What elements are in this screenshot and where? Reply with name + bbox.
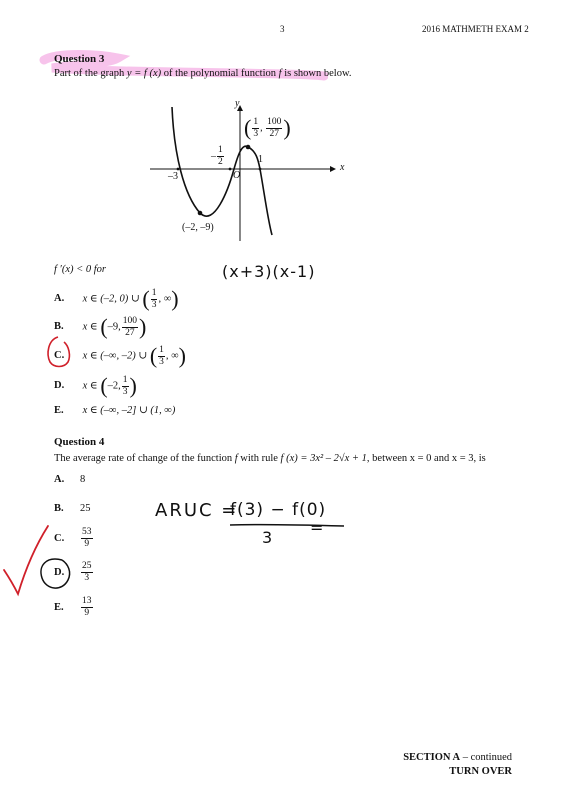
origin-label: O [233, 170, 241, 181]
root-point-right [259, 168, 262, 171]
red-check-mark [4, 526, 48, 594]
derivative-condition: f ′(x) < 0 for [54, 264, 106, 275]
footer-turn-over: TURN OVER [449, 766, 512, 777]
page-number: 3 [280, 24, 285, 34]
red-answer-circle [44, 334, 74, 370]
handwritten-fraction-bar [228, 522, 348, 528]
handwritten-numerator: f(3) − f(0) [230, 500, 327, 520]
q4-option-a[interactable]: A. 8 [54, 474, 86, 485]
handwritten-equals: = [310, 518, 324, 537]
handwritten-factorisation: (x+3)(x-1) [222, 262, 316, 281]
minimum-label: (–2, –9) [182, 222, 214, 233]
root-left-label: –3 [168, 171, 178, 182]
q3-option-e[interactable]: E. x ∈ (–∞, –2] ∪ (1, ∞) [54, 405, 176, 416]
question-4-text: The average rate of change of the function f with rule f (x) = 3x² – 2√x + 1, between x = 0 and x = 3, is [54, 453, 486, 464]
minimum-point [198, 211, 203, 216]
root-point-mid [229, 168, 232, 171]
handwritten-aruc: ARUC = [155, 500, 239, 521]
check-mark-and-circle [0, 518, 80, 598]
handwritten-denominator: 3 [262, 528, 273, 547]
y-axis-label: y [235, 98, 240, 109]
q4-option-b[interactable]: B. 25 [54, 503, 91, 514]
x-axis-arrow [330, 166, 336, 172]
question-3-intro: Part of the graph y = f (x) of the polynomial function f is shown below. [54, 68, 352, 79]
root-right-label: 1 [258, 154, 263, 165]
q4-option-e[interactable]: E. $\frac{13}{9}$ [54, 596, 92, 618]
q3-option-c[interactable]: C. x ∈ (–∞, –2) ∪ ( $\frac{1}{3}$ , ∞) [54, 343, 186, 368]
q4-option-d[interactable]: D. $\frac{25}{3}$ [54, 561, 92, 583]
q3-option-b[interactable]: B. x ∈ (–9, $\frac{100}{27}$ ) [54, 314, 147, 339]
q3-option-d[interactable]: D. x ∈ (–2, $\frac{1}{3}$ ) [54, 373, 137, 398]
root-point-left [177, 168, 180, 171]
q3-option-a[interactable]: A. x ∈ (–2, 0) ∪ ( $\frac{1}{3}$ , ∞) [54, 286, 179, 311]
question-3-title: Question 3 [54, 53, 105, 65]
black-answer-circle [41, 559, 70, 588]
q4-option-c[interactable]: C. $\frac{53}{9}$ [54, 527, 92, 549]
x-axis-label: x [340, 162, 345, 173]
footer-section: SECTION A – continued [403, 752, 512, 763]
exam-title: 2016 MATHMETH EXAM 2 [422, 24, 529, 34]
root-mid-label: – $\frac{1}{2}$ [211, 145, 223, 167]
maximum-point [246, 145, 251, 150]
question-4-title: Question 4 [54, 436, 105, 448]
maximum-label: ( $\frac{1}{3}$ , $\frac{100}{27}$ ) [244, 115, 291, 140]
